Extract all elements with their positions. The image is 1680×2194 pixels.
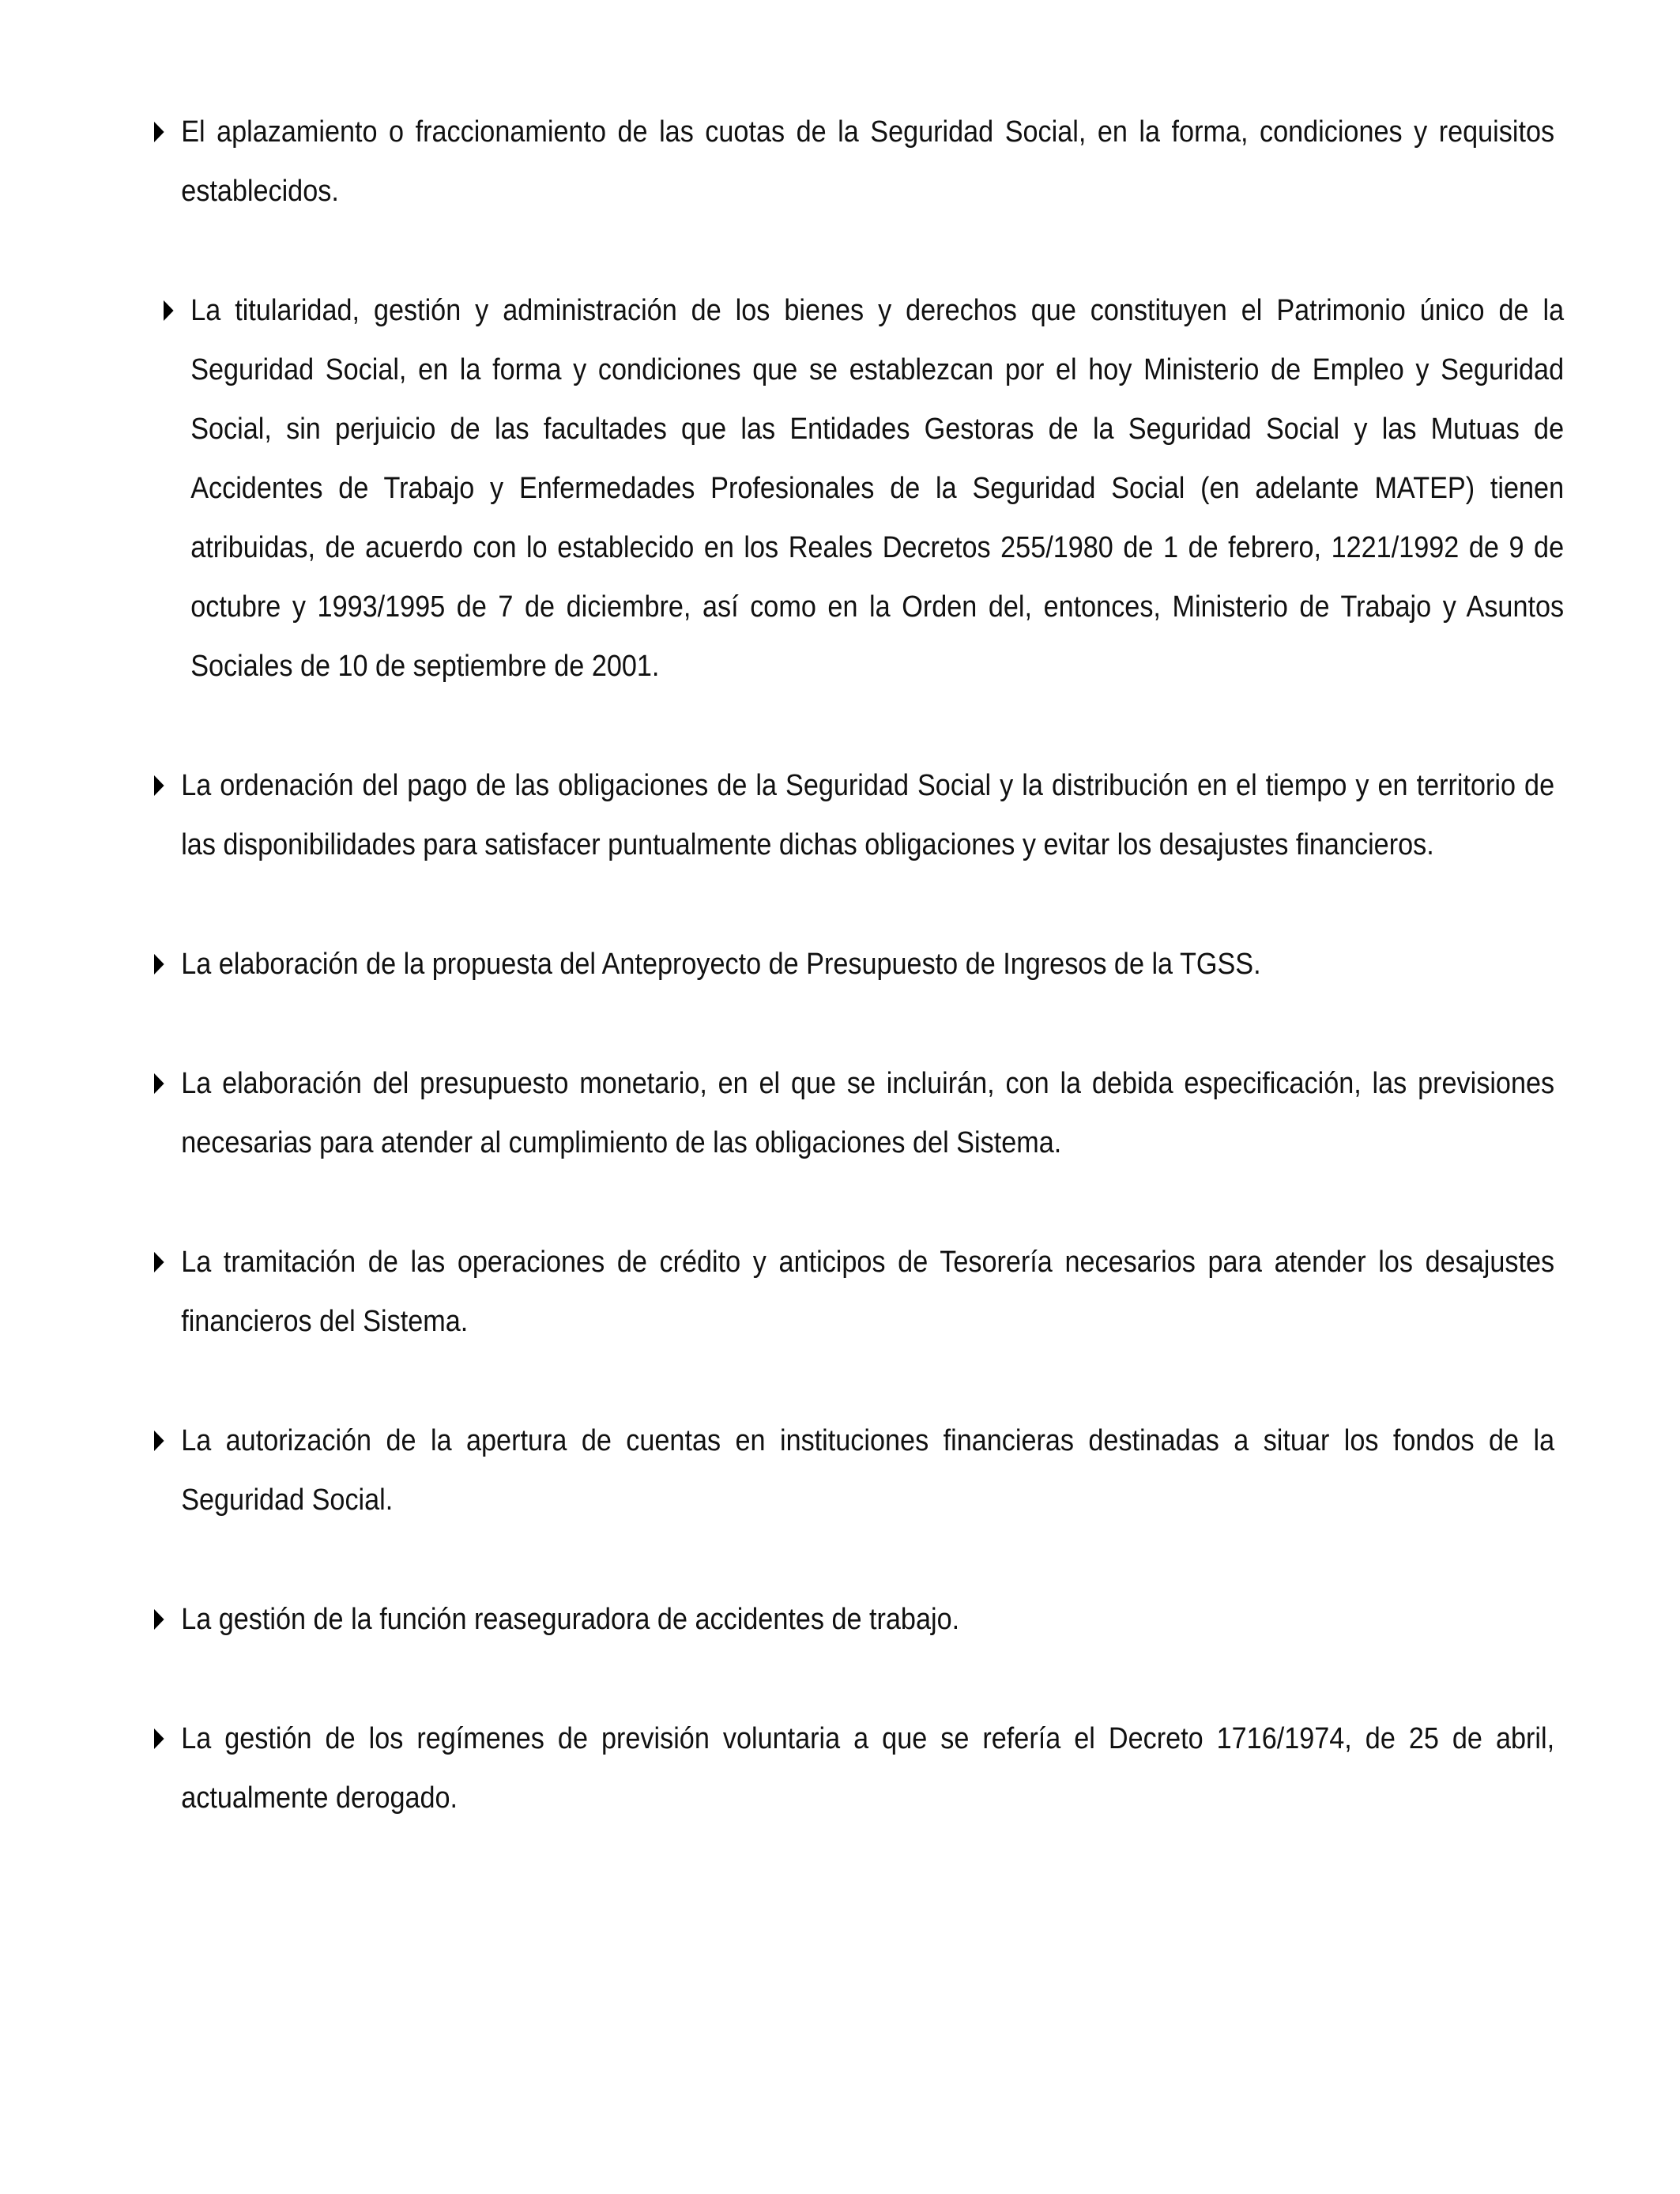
list-item (154, 1412, 1554, 1530)
list-item-text: La gestión de los regímenes de previsión voluntaria a que se refería el Decreto 1716/1974, de 25 de abril, actualmente derogado. (181, 1722, 1555, 1815)
list-item-text: La elaboración de la propuesta del Anteproyecto de Presupuesto de Ingresos de la TGSS. (181, 948, 1261, 981)
arrow-right-icon (154, 1252, 164, 1272)
arrow-right-icon (164, 300, 174, 321)
list-item-text: El aplazamiento o fraccionamiento de las cuotas de la Seguridad Social, en la forma, condiciones y requisitos establecidos. (181, 115, 1555, 208)
list-item-text: La titularidad, gestión y administración de los bienes y derechos que constituyen el Patrimonio único de la Seguridad Social, en la forma y condiciones que se establezcan por el hoy Ministerio de Empleo y Seguridad Social, sin perjuicio de las facultades que las Entidades Gestoras de la Seguridad Social y las Mutuas de Accidentes de Trabajo y Enfermedades Profesionales de la Seguridad Social (en adelante MATEP) tienen atribuidas, de acuerdo con lo establecido en los Reales Decretos 255/1980 de 1 de febrero, 1221/1992 de 9 de octubre y 1993/1995 de 7 de diciembre, así como en la Orden del, entonces, Ministerio de Trabajo y Asuntos Sociales de 10 de septiembre de 2001. (190, 294, 1565, 683)
list-item (154, 935, 1554, 994)
list-item-text: La ordenación del pago de las obligaciones de la Seguridad Social y la distribución en el tiempo y en territorio de las disponibilidades para satisfacer puntualmente dichas obligaciones y evitar los desajustes financieros. (181, 769, 1555, 861)
list-item (154, 1054, 1554, 1173)
list-item (164, 281, 1564, 696)
arrow-right-icon (154, 775, 164, 796)
list-item-text: La elaboración del presupuesto monetario, en el que se incluirán, con la debida especificación, las previsiones necesarias para atender al cumplimiento de las obligaciones del Sistema. (181, 1067, 1555, 1159)
list-item (154, 1233, 1554, 1351)
list-item (154, 756, 1554, 875)
list-item-text: La autorización de la apertura de cuentas en instituciones financieras destinadas a situar los fondos de la Seguridad Social. (181, 1424, 1555, 1517)
arrow-right-icon (154, 1728, 164, 1749)
list-item (154, 1710, 1554, 1828)
bullet-list (154, 103, 1565, 1888)
arrow-right-icon (154, 122, 164, 142)
arrow-right-icon (154, 1073, 164, 1094)
list-item (154, 103, 1554, 221)
list-item (154, 1590, 1554, 1649)
list-item-text: La tramitación de las operaciones de crédito y anticipos de Tesorería necesarios para atender los desajustes financieros del Sistema. (181, 1246, 1555, 1338)
list-item-text: La gestión de la función reaseguradora de accidentes de trabajo. (181, 1603, 960, 1636)
arrow-right-icon (154, 1609, 164, 1630)
arrow-right-icon (154, 1431, 164, 1451)
arrow-right-icon (154, 954, 164, 974)
